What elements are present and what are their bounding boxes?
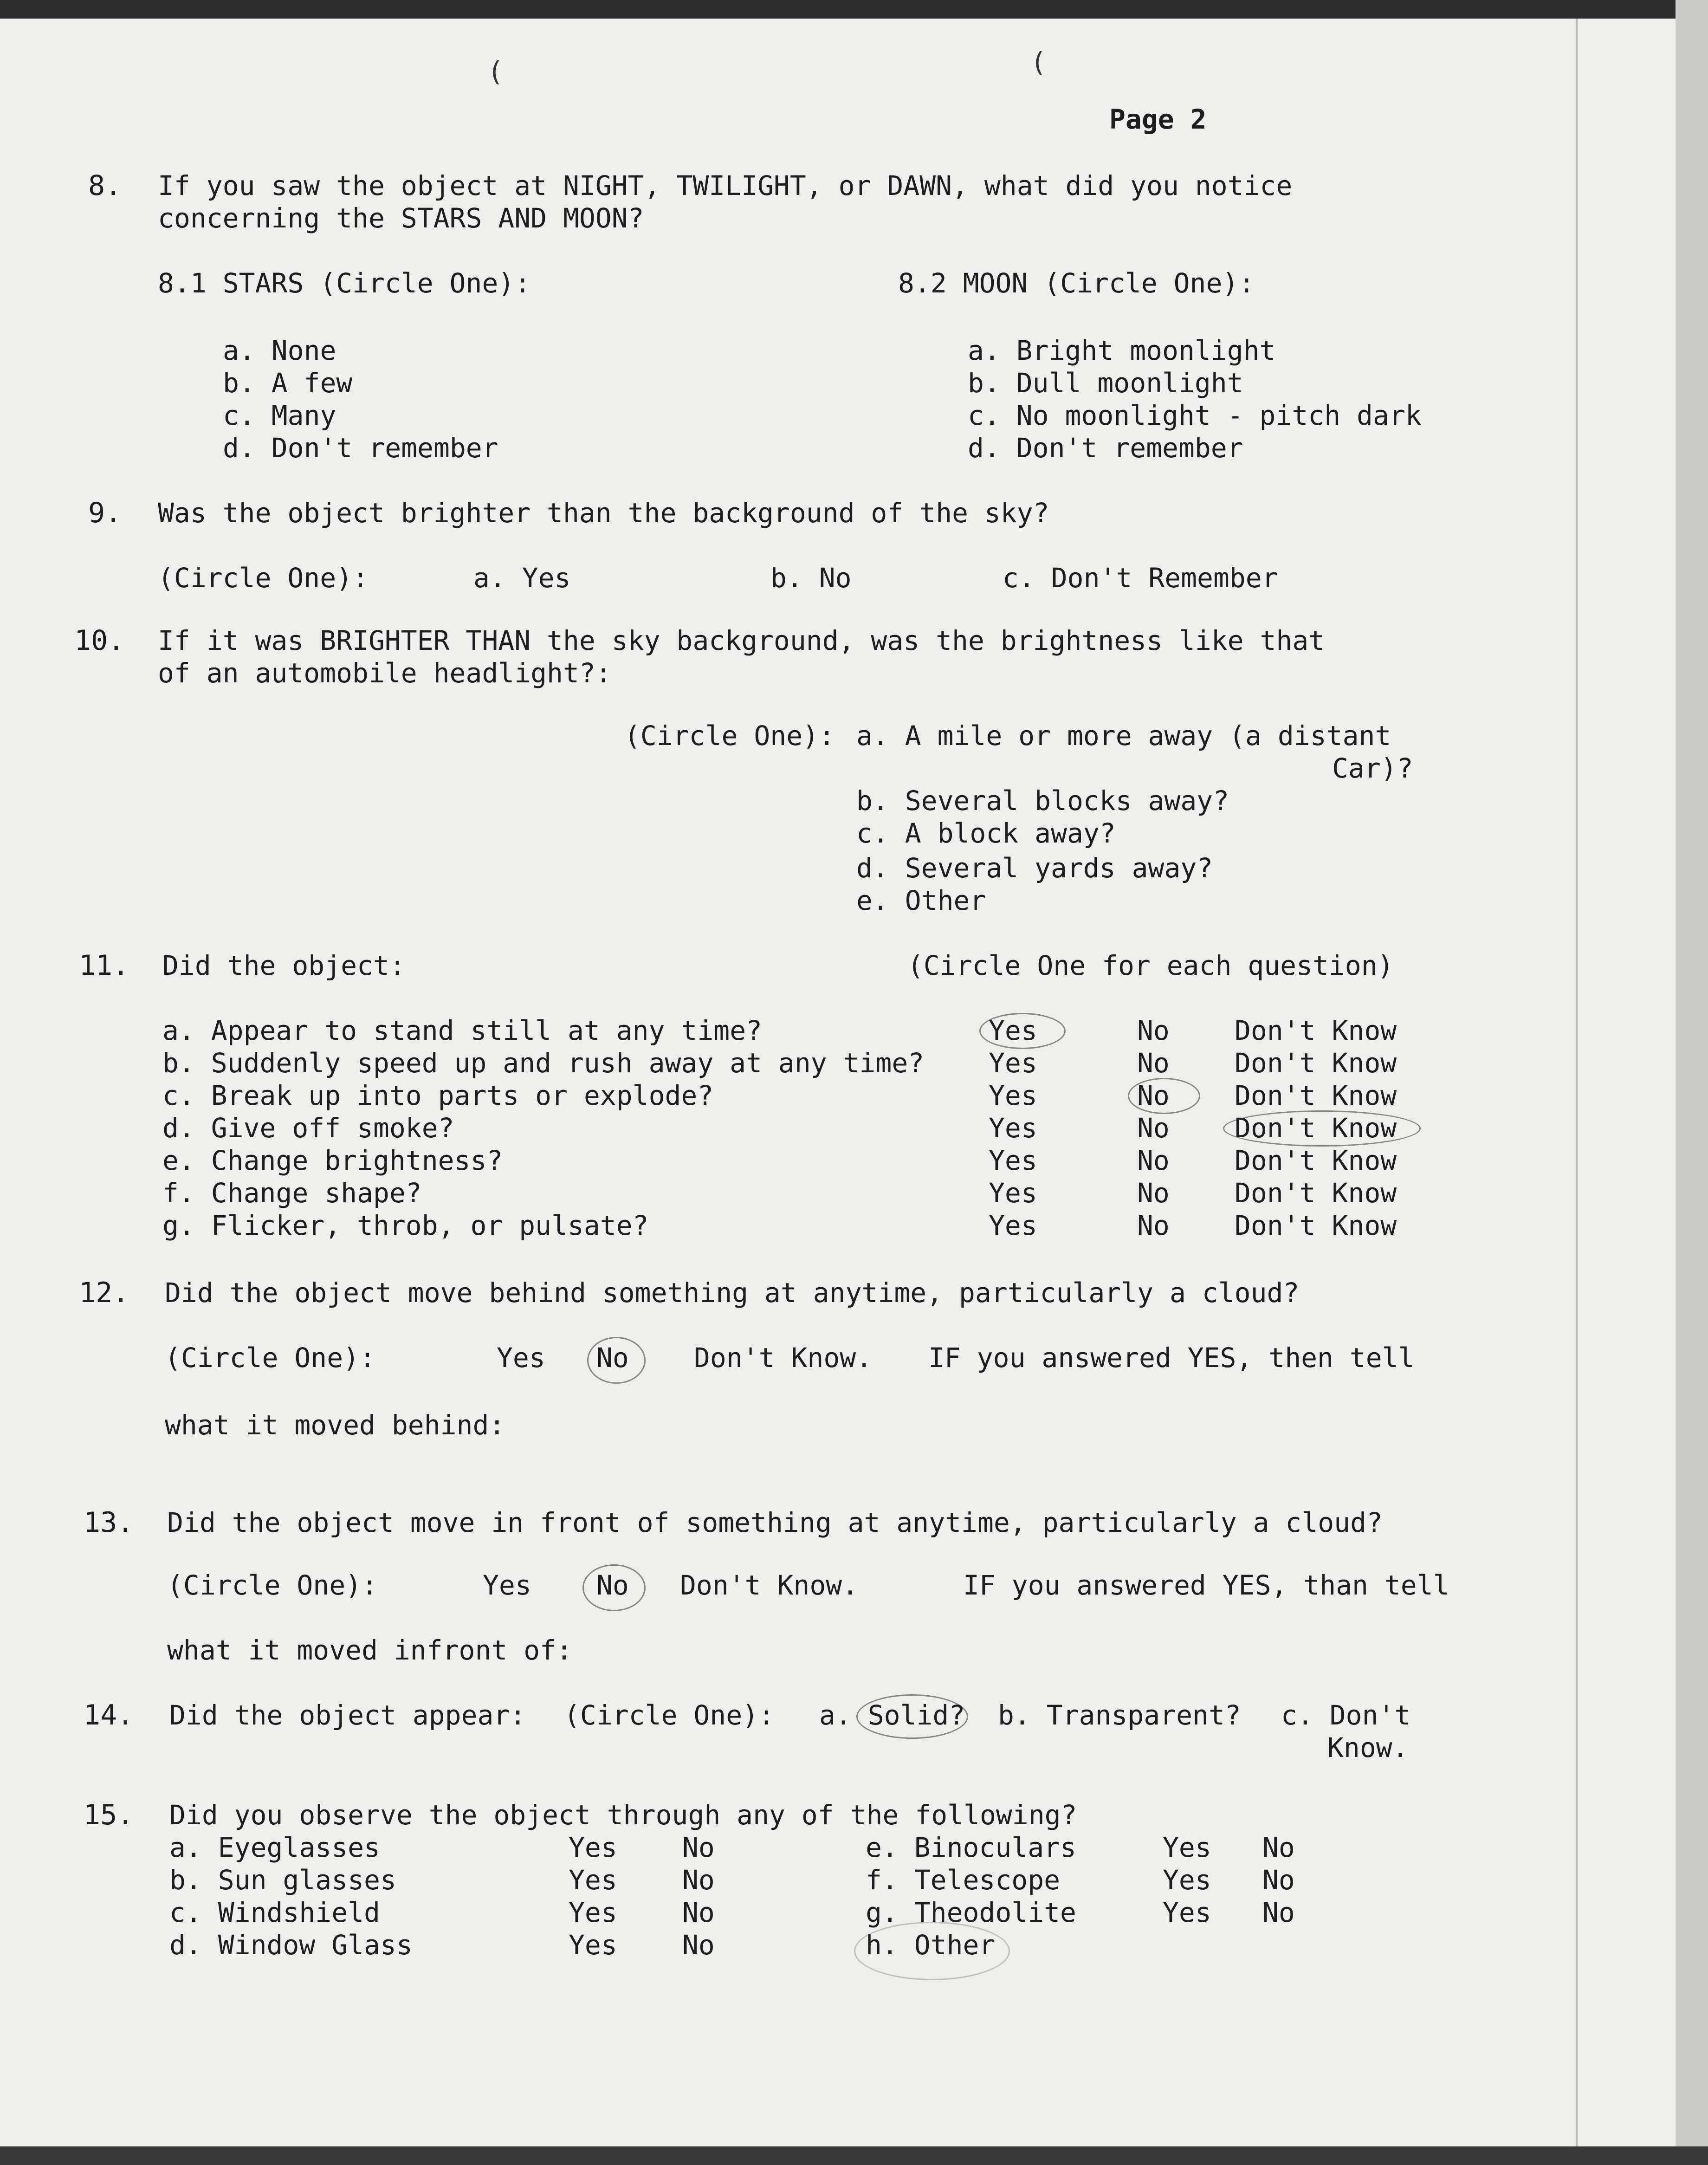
- q8-stars-option[interactable]: b. A few: [223, 367, 353, 399]
- q15-number: 15.: [84, 1799, 134, 1831]
- q15-item-label: a. Eyeglasses: [169, 1832, 380, 1863]
- q15-no[interactable]: No: [1262, 1832, 1295, 1863]
- q13-line3: what it moved infront of:: [167, 1634, 572, 1666]
- q15-item-label: d. Window Glass: [169, 1929, 413, 1961]
- q8-moon-option[interactable]: c. No moonlight - pitch dark: [968, 400, 1422, 431]
- q11-row-label: g. Flicker, throb, or pulsate?: [162, 1210, 649, 1241]
- q11-yes[interactable]: Yes: [989, 1080, 1037, 1111]
- q15-no[interactable]: No: [682, 1832, 715, 1863]
- q15-yes[interactable]: Yes: [1163, 1897, 1211, 1928]
- q9-option-dont-remember[interactable]: c. Don't Remember: [1003, 562, 1278, 594]
- q12-text: Did the object move behind something at anytime, particularly a cloud?: [165, 1277, 1300, 1309]
- handwritten-circle: [856, 1694, 968, 1739]
- q11-text: Did the object:: [162, 950, 406, 981]
- q12-circle-label: (Circle One):: [165, 1342, 375, 1374]
- q11-instruction: (Circle One for each question): [907, 950, 1394, 981]
- scan-edge-right: [1676, 0, 1708, 2165]
- q11-yes[interactable]: Yes: [989, 1047, 1037, 1079]
- q14-number: 14.: [84, 1699, 134, 1731]
- scan-edge-bottom: [0, 2146, 1708, 2165]
- q8-moon-option[interactable]: d. Don't remember: [968, 432, 1243, 464]
- scan-mark: (: [1030, 46, 1047, 78]
- q11-dont-know[interactable]: Don't Know: [1235, 1080, 1397, 1111]
- q11-yes[interactable]: Yes: [989, 1112, 1037, 1144]
- page-number: Page 2: [1109, 104, 1207, 135]
- q10-option-b[interactable]: b. Several blocks away?: [856, 785, 1229, 817]
- q8-stars-option[interactable]: c. Many: [223, 400, 336, 431]
- q8-moon-option[interactable]: b. Dull moonlight: [968, 367, 1243, 399]
- q11-yes[interactable]: Yes: [989, 1015, 1037, 1046]
- q15-no[interactable]: No: [1262, 1897, 1295, 1928]
- q13-followup: IF you answered YES, than tell: [963, 1569, 1449, 1601]
- q15-no[interactable]: No: [682, 1897, 715, 1928]
- page-fold-line: [1576, 19, 1578, 2165]
- scan-mark: (: [487, 56, 504, 87]
- q15-item-label: b. Sun glasses: [169, 1864, 396, 1896]
- q11-yes[interactable]: Yes: [989, 1210, 1037, 1241]
- q12-dont-know[interactable]: Don't Know.: [694, 1342, 873, 1374]
- q11-no[interactable]: No: [1137, 1210, 1170, 1241]
- q12-followup: IF you answered YES, then tell: [928, 1342, 1415, 1374]
- q12-no[interactable]: No: [596, 1342, 629, 1374]
- q11-no[interactable]: No: [1137, 1047, 1170, 1079]
- q8-stars-option[interactable]: a. None: [223, 335, 336, 366]
- q12-yes[interactable]: Yes: [497, 1342, 545, 1374]
- q8-stars-option[interactable]: d. Don't remember: [223, 432, 498, 464]
- q12-line3: what it moved behind:: [165, 1409, 505, 1441]
- q11-no[interactable]: No: [1137, 1015, 1170, 1046]
- q13-dont-know[interactable]: Don't Know.: [680, 1569, 859, 1601]
- q13-circle-label: (Circle One):: [167, 1569, 378, 1601]
- handwritten-circle: [979, 1013, 1066, 1049]
- q10-text-line1: If it was BRIGHTER THAN the sky background, was the brightness like that: [158, 625, 1325, 656]
- q11-no[interactable]: No: [1137, 1112, 1170, 1144]
- q9-number: 9.: [88, 497, 122, 529]
- q9-text: Was the object brighter than the background of the sky?: [158, 497, 1049, 529]
- q8-stars-heading: 8.1 STARS (Circle One):: [158, 267, 531, 299]
- handwritten-circle: [587, 1337, 646, 1384]
- q11-yes[interactable]: Yes: [989, 1177, 1037, 1209]
- q11-dont-know[interactable]: Don't Know: [1235, 1145, 1397, 1176]
- q8-number: 8.: [88, 169, 122, 202]
- handwritten-circle: [854, 1922, 1010, 1980]
- q10-text-line2: of an automobile headlight?:: [158, 657, 612, 689]
- q15-item-label: f. Telescope: [866, 1864, 1061, 1896]
- q11-row-label: f. Change shape?: [162, 1177, 422, 1209]
- q11-number: 11.: [79, 949, 129, 982]
- q15-no[interactable]: No: [682, 1929, 715, 1961]
- q11-row-label: a. Appear to stand still at any time?: [162, 1015, 763, 1046]
- q11-row-label: b. Suddenly speed up and rush away at any time?: [162, 1047, 925, 1079]
- q8-text-line2: concerning the STARS AND MOON?: [158, 202, 644, 234]
- q8-moon-option[interactable]: a. Bright moonlight: [968, 335, 1276, 366]
- q10-option-a-cont: Car)?: [1332, 752, 1413, 784]
- q11-dont-know[interactable]: Don't Know: [1235, 1112, 1397, 1144]
- q15-yes[interactable]: Yes: [569, 1864, 617, 1896]
- q10-option-d[interactable]: d. Several yards away?: [856, 852, 1213, 884]
- q13-text: Did the object move in front of something at anytime, particularly a cloud?: [167, 1507, 1383, 1538]
- q11-row-label: c. Break up into parts or explode?: [162, 1080, 714, 1111]
- q8-moon-heading: 8.2 MOON (Circle One):: [898, 267, 1255, 299]
- q8-text-line1: If you saw the object at NIGHT, TWILIGHT, or DAWN, what did you notice: [158, 170, 1293, 201]
- q15-text: Did you observe the object through any of the following?: [169, 1799, 1077, 1831]
- q10-number: 10.: [74, 624, 125, 657]
- q14-text: Did the object appear:: [169, 1699, 526, 1731]
- q14-option-a[interactable]: a. Solid?: [819, 1699, 965, 1731]
- q15-yes[interactable]: Yes: [569, 1832, 617, 1863]
- q15-no[interactable]: No: [682, 1864, 715, 1896]
- handwritten-circle: [1223, 1110, 1421, 1147]
- q13-number: 13.: [84, 1506, 134, 1539]
- q10-option-e[interactable]: e. Other: [856, 885, 986, 916]
- q14-option-c[interactable]: c. Don't: [1281, 1699, 1411, 1731]
- q9-option-no[interactable]: b. No: [770, 562, 852, 594]
- q15-yes[interactable]: Yes: [569, 1929, 617, 1961]
- q15-yes[interactable]: Yes: [1163, 1864, 1211, 1896]
- q13-yes[interactable]: Yes: [483, 1569, 531, 1601]
- q10-option-c[interactable]: c. A block away?: [856, 817, 1116, 849]
- scan-edge-top: [0, 0, 1708, 19]
- q11-dont-know[interactable]: Don't Know: [1235, 1210, 1397, 1241]
- q15-no[interactable]: No: [1262, 1864, 1295, 1896]
- q13-no[interactable]: No: [596, 1569, 629, 1601]
- q11-no[interactable]: No: [1137, 1177, 1170, 1209]
- q11-no[interactable]: No: [1137, 1145, 1170, 1176]
- q15-yes[interactable]: Yes: [569, 1897, 617, 1928]
- q15-item-label[interactable]: h. Other: [866, 1929, 996, 1961]
- q15-item-label: e. Binoculars: [866, 1832, 1076, 1863]
- q10-option-a[interactable]: a. A mile or more away (a distant: [856, 720, 1391, 752]
- q15-item-label: g. Theodolite: [866, 1897, 1076, 1928]
- q11-row-label: d. Give off smoke?: [162, 1112, 454, 1144]
- q11-dont-know[interactable]: Don't Know: [1235, 1047, 1397, 1079]
- q14-option-c-cont: Know.: [1327, 1732, 1409, 1763]
- q9-option-yes[interactable]: a. Yes: [473, 562, 571, 594]
- q15-yes[interactable]: Yes: [1163, 1832, 1211, 1863]
- q15-item-label: c. Windshield: [169, 1897, 380, 1928]
- q11-no[interactable]: No: [1137, 1080, 1170, 1111]
- q10-circle-label: (Circle One):: [624, 720, 835, 752]
- handwritten-circle: [1128, 1078, 1200, 1114]
- q14-circle-label: (Circle One):: [564, 1699, 775, 1731]
- q11-yes[interactable]: Yes: [989, 1145, 1037, 1176]
- q12-number: 12.: [79, 1277, 129, 1309]
- q11-row-label: e. Change brightness?: [162, 1145, 503, 1176]
- handwritten-circle: [582, 1564, 646, 1611]
- q11-dont-know[interactable]: Don't Know: [1235, 1177, 1397, 1209]
- q11-dont-know[interactable]: Don't Know: [1235, 1015, 1397, 1046]
- q9-circle-label: (Circle One):: [158, 562, 369, 594]
- q14-option-b[interactable]: b. Transparent?: [998, 1699, 1241, 1731]
